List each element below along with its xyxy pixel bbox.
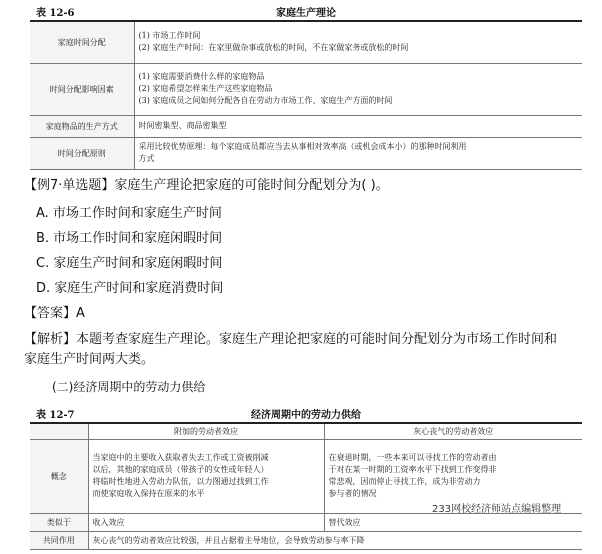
row-content xyxy=(134,137,582,169)
table-row xyxy=(30,137,582,169)
content-line: (3) 家庭成员之间如何分配各自在劳动力市场工作、家庭生产方面的时间 xyxy=(138,96,393,105)
row-label: 共同作用 xyxy=(30,531,88,549)
table-row xyxy=(30,513,582,531)
content-line: 时间密集型、商品密集型 xyxy=(138,121,227,130)
content-line: 当家庭中的主要收入获取者失去工作或工资被削减 xyxy=(92,453,269,462)
content-line: 采用比较优势原理：每个家庭成员都应当去从事相对效率高（或机会成本小）的那种时间利用 xyxy=(138,142,467,151)
option-c: C. 家庭生产时间和家庭闲暇时间 xyxy=(36,256,223,271)
content-line: 而使家庭收入保持在原来的水平 xyxy=(92,489,205,498)
table-12-7-header xyxy=(30,402,582,422)
analysis xyxy=(24,330,594,370)
column-header-added: 附加的劳动者效应 xyxy=(88,423,324,439)
row-label: 时间分配原则 xyxy=(30,137,134,169)
column-header-discouraged: 灰心丧气的劳动者效应 xyxy=(324,423,582,439)
content-line: 以后，其他的家庭成员（带孩子的女性或年轻人） xyxy=(92,465,269,474)
content-line: (2) 家庭生产时间：在家里做杂事或放松的时间，不在家做家务或放松的时间 xyxy=(138,43,409,53)
question-text: 家庭生产理论把家庭的可能时间分配划分为( )。 xyxy=(114,178,389,193)
content-line: 常悲观，因而停止寻找工作，成为非劳动力 xyxy=(328,477,481,486)
content-line: 于对在某一时期的工资率水平下找到工作变得非 xyxy=(328,465,497,474)
table-number: 表 12-6 xyxy=(36,8,75,19)
option-d: D. 家庭生产时间和家庭消费时间 xyxy=(36,281,224,296)
answer-value: A xyxy=(76,306,85,321)
table-row xyxy=(30,115,582,137)
table-12-6-header xyxy=(30,0,582,20)
answer xyxy=(24,304,85,324)
table-title: 经济周期中的劳动力供给 xyxy=(251,410,361,421)
table-row xyxy=(30,21,582,63)
analysis-tag: 【解析】 xyxy=(24,332,77,347)
row-label: 家庭时间分配 xyxy=(30,21,134,63)
cell-discouraged: 替代效应 xyxy=(324,513,582,531)
option-b: B. 市场工作时间和家庭闲暇时间 xyxy=(36,231,223,246)
corner-cell xyxy=(30,423,88,439)
section-heading: (二)经济周期中的劳动力供给 xyxy=(52,380,206,394)
content-line: 参与者的情况 xyxy=(328,489,377,498)
table-12-7 xyxy=(30,422,582,550)
answer-tag: 【答案】 xyxy=(24,306,77,321)
row-content xyxy=(134,63,582,115)
row-label: 概念 xyxy=(30,439,88,513)
cell-added xyxy=(88,439,324,513)
content-line: (1) 市场工作时间 xyxy=(138,31,201,41)
row-label: 家庭物品的生产方式 xyxy=(30,115,134,137)
analysis-text-1: 本题考查家庭生产理论。家庭生产理论把家庭的可能时间分配划分为市场工作时间和 xyxy=(76,332,558,347)
content-line: 在衰退时期，一些本来可以寻找工作的劳动者由 xyxy=(328,453,497,462)
question-tag: 【例7·单选题】 xyxy=(24,178,115,193)
table-title: 家庭生产理论 xyxy=(276,8,336,19)
watermark-text: 233网校经济师站点编辑整理 xyxy=(432,504,562,515)
table-number: 表 12-7 xyxy=(36,410,75,421)
row-content xyxy=(134,21,582,63)
table-row xyxy=(30,531,582,549)
content-line: (1) 家庭需要消费什么样的家庭物品 xyxy=(138,72,265,81)
analysis-text-2: 家庭生产时间两大类。 xyxy=(24,352,155,367)
table-header-row xyxy=(30,423,582,439)
question-stem xyxy=(24,176,389,196)
option-a: A. 市场工作时间和家庭生产时间 xyxy=(36,206,222,221)
row-label: 时间分配影响因素 xyxy=(30,63,134,115)
content-line: (2) 家庭希望怎样来生产这些家庭物品 xyxy=(138,84,273,93)
row-label: 类似于 xyxy=(30,513,88,531)
row-content xyxy=(134,115,582,137)
table-row xyxy=(30,63,582,115)
content-line: 将临时性地进入劳动力队伍，以力图通过找到工作 xyxy=(92,477,269,486)
table-12-6 xyxy=(30,20,582,170)
content-line: 方式 xyxy=(138,154,155,163)
cell-merged: 灰心丧气的劳动者效应比较强，并且占据着主导地位，会导致劳动参与率下降 xyxy=(88,531,582,549)
cell-added: 收入效应 xyxy=(88,513,324,531)
